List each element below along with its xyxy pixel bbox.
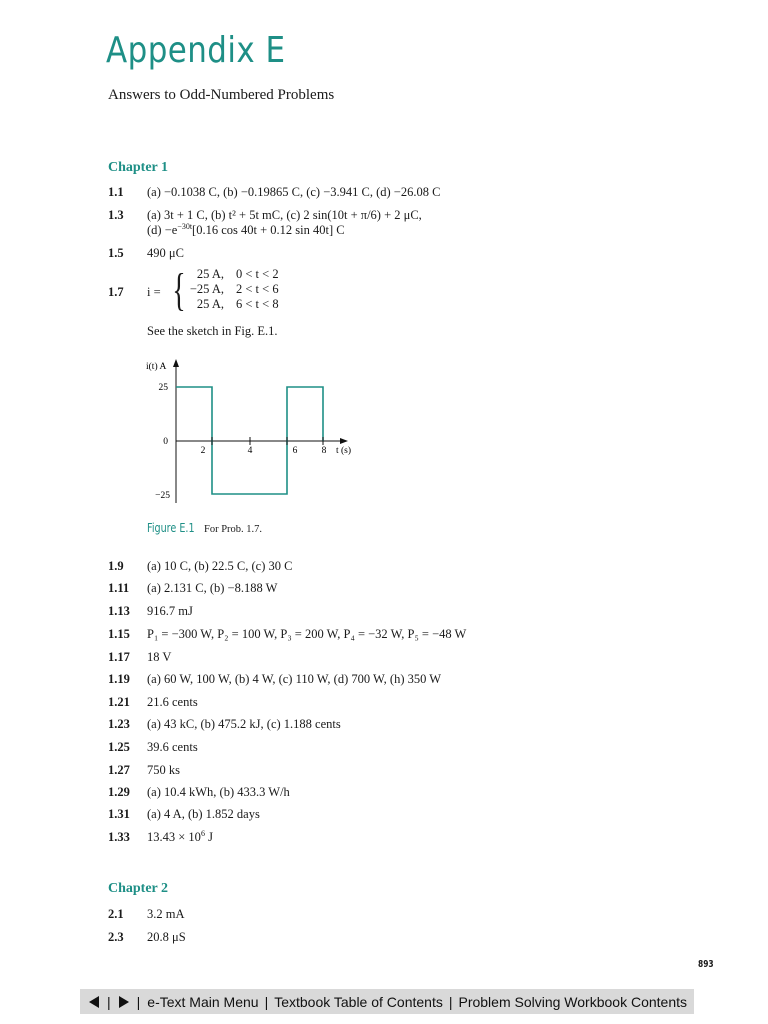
problem-number: 1.15 <box>108 627 130 641</box>
problem-answer: 39.6 cents <box>147 740 198 754</box>
problem-answer: (a) 2.131 C, (b) −8.188 W <box>147 581 278 595</box>
problem-number: 1.3 <box>108 208 124 222</box>
problem-number: 1.9 <box>108 559 124 573</box>
problem-number: 1.31 <box>108 807 130 821</box>
problem-answer: P₁ = −300 W, P₂ = 100 W, P₃ = 200 W, P₄ = −32 W, P₅ = −48 W <box>147 627 467 641</box>
piecewise-range: 2 < t < 6 <box>236 282 279 296</box>
problem-number: 1.27 <box>108 763 130 777</box>
problem-number: 1.17 <box>108 650 130 664</box>
problem-answer: 3.2 mA <box>147 907 185 921</box>
problem-answer <box>147 830 213 845</box>
x-tick-label: 4 <box>247 446 253 456</box>
problem-answer: (a) 3t + 1 C, (b) t² + 5t mC, (c) 2 sin(10t + π/6) + 2 μC, <box>147 208 422 222</box>
problem-answer: (a) −0.1038 C, (b) −0.19865 C, (c) −3.941 C, (d) −26.08 C <box>147 185 441 199</box>
problem-number: 1.23 <box>108 717 130 731</box>
piecewise-row <box>176 297 279 312</box>
nav-separator: | <box>448 993 453 1010</box>
answer-text: J <box>204 830 213 844</box>
problem-answer: 18 V <box>147 650 172 664</box>
triangle-left-icon <box>88 995 100 1009</box>
page-number: 893 <box>698 959 714 970</box>
x-axis-label: t (s) <box>336 446 352 456</box>
problem-answer-continued <box>147 223 345 238</box>
problem-answer: (a) 43 kC, (b) 475.2 kJ, (c) 1.188 cents <box>147 717 341 731</box>
problem-answer: 916.7 mJ <box>147 604 193 618</box>
answer-text: 13.43 × 10 <box>147 830 201 844</box>
exponent: 6 <box>200 828 205 838</box>
x-tick-label: 8 <box>321 446 327 456</box>
workbook-contents-link[interactable]: Problem Solving Workbook Contents <box>458 993 688 1010</box>
x-tick-label: 2 <box>200 446 206 456</box>
problem-number: 1.29 <box>108 785 130 799</box>
y-tick-label: 0 <box>163 437 168 447</box>
figure-e1-plot <box>140 355 370 505</box>
problem-number: 1.19 <box>108 672 130 686</box>
problem-number: 1.7 <box>108 285 124 299</box>
problem-number: 1.5 <box>108 246 124 260</box>
nav-separator: | <box>264 993 269 1010</box>
piecewise-value: −25 A, <box>189 282 224 296</box>
problem-number: 1.1 <box>108 185 124 199</box>
piecewise-rows <box>176 267 279 312</box>
piecewise-range: 0 < t < 2 <box>236 267 279 281</box>
nav-separator: | <box>107 993 111 1010</box>
problem-answer: 490 μC <box>147 246 184 260</box>
problem-number: 1.33 <box>108 830 130 844</box>
answer-text: [0.16 cos 40t + 0.12 sin 40t] C <box>192 223 345 237</box>
piecewise-range: 6 < t < 8 <box>236 297 279 311</box>
problem-answer: 20.8 μS <box>147 930 186 944</box>
problem-answer: (a) 4 A, (b) 1.852 days <box>147 807 260 821</box>
problem-number: 1.21 <box>108 695 130 709</box>
y-tick-label: 25 <box>158 383 168 393</box>
etext-nav-bar <box>80 989 694 1014</box>
problem-answer: (a) 60 W, 100 W, (b) 4 W, (c) 110 W, (d) 700 W, (h) 350 W <box>147 672 442 686</box>
forward-button[interactable] <box>118 995 130 1009</box>
back-button[interactable] <box>88 995 100 1009</box>
problem-number: 2.3 <box>108 930 124 944</box>
figure-caption: For Prob. 1.7. <box>204 524 263 535</box>
problem-answer: 750 ks <box>147 763 180 777</box>
problem-answer: (a) 10.4 kWh, (b) 433.3 W/h <box>147 785 290 799</box>
problem-answer: 21.6 cents <box>147 695 198 709</box>
y-axis-arrow <box>173 359 179 367</box>
triangle-right-icon <box>118 995 130 1009</box>
textbook-toc-link[interactable]: Textbook Table of Contents <box>274 993 443 1010</box>
problem-answer: (a) 10 C, (b) 22.5 C, (c) 30 C <box>147 559 293 573</box>
problem-number: 1.25 <box>108 740 130 754</box>
piecewise-value: 25 A, <box>196 267 224 281</box>
piecewise-row <box>176 282 279 297</box>
problem-number: 2.1 <box>108 907 124 921</box>
y-axis-label: i(t) A <box>146 362 167 372</box>
chapter-2-heading: Chapter 2 <box>108 881 169 896</box>
piecewise-row <box>176 267 279 282</box>
figure-label: Figure E.1 <box>147 521 195 535</box>
etext-main-menu-link[interactable]: e-Text Main Menu <box>147 993 259 1010</box>
answer-text: (d) −e <box>147 223 178 237</box>
appendix-title: Appendix E <box>106 30 286 71</box>
appendix-subtitle: Answers to Odd-Numbered Problems <box>108 87 335 103</box>
exponent: −30t <box>177 221 193 231</box>
chapter-1-heading: Chapter 1 <box>108 160 169 175</box>
nav-separator: | <box>136 993 141 1010</box>
piecewise-value: 25 A, <box>196 297 224 311</box>
piecewise-lhs: i = <box>147 285 161 299</box>
brace-glyph: { <box>172 264 186 315</box>
problem-number: 1.11 <box>108 581 130 595</box>
figure-reference-note: See the sketch in Fig. E.1. <box>147 324 278 338</box>
x-tick-label: 6 <box>292 446 298 456</box>
x-axis-arrow <box>340 438 348 444</box>
y-tick-label: −25 <box>155 491 170 501</box>
problem-number: 1.13 <box>108 604 130 618</box>
